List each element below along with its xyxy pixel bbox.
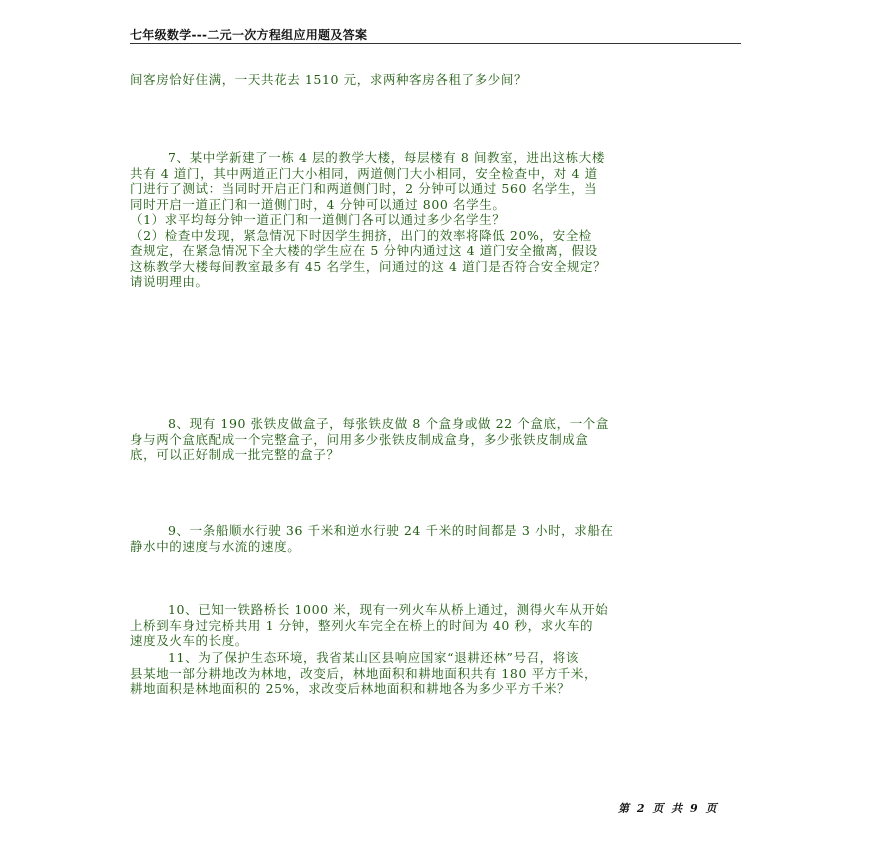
text-line: 查规定，在紧急情况下全大楼的学生应在 5 分钟内通过这 4 道门安全撤离，假设 xyxy=(130,243,598,258)
text-line: （2）检查中发现，紧急情况下时因学生拥挤，出门的效率将降低 20%，安全检 xyxy=(130,227,592,243)
text-line: （1）求平均每分钟一道正门和一道侧门各可以通过多少名学生？ xyxy=(130,212,506,227)
text-line: 请说明理由。 xyxy=(130,274,209,289)
text-line: 7、某中学新建了一栋 4 层的教学大楼，每层楼有 8 间教室，进出这栋大楼 xyxy=(168,150,605,165)
text-line: 县某地一部分耕地改为林地，改变后，林地面积和耕地面积共有 180 平方千米， xyxy=(130,665,598,681)
question-10 xyxy=(130,602,742,649)
page-header-title: 七年级数学---二元一次方程组应用题及答案 xyxy=(130,28,368,42)
text-line: 耕地面积是林地面积的 25%，求改变后林地面积和耕地各为多少平方千米？ xyxy=(130,681,571,696)
text-line: 11、为了保护生态环境，我省某山区县响应国家“退耕还林”号召，将该 xyxy=(168,650,579,665)
text-line: 同时开启一道正门和一道侧门时，4 分钟可以通过 800 名学生。 xyxy=(130,196,506,212)
question-6-tail xyxy=(130,72,742,88)
header-divider xyxy=(130,43,741,44)
text-line: 上桥到车身过完桥共用 1 分钟，整列火车完全在桥上的时间为 40 秒，求火车的 xyxy=(130,617,594,633)
text-line: 间客房恰好住满，一天共花去 1510 元，求两种客房各租了多少间？ xyxy=(130,72,528,87)
question-11 xyxy=(130,650,742,697)
question-9 xyxy=(130,523,742,554)
text-line: 共有 4 道门，其中两道正门大小相同，两道侧门大小相同，安全检查中，对 4 道 xyxy=(130,165,598,181)
question-7 xyxy=(130,150,742,290)
question-8 xyxy=(130,416,742,463)
text-line: 门进行了测试：当同时开启正门和两道侧门时，2 分钟可以通过 560 名学生，当 xyxy=(130,181,598,196)
text-line: 底，可以正好制成一批完整的盒子？ xyxy=(130,447,340,462)
text-line: 这栋教学大楼每间教室最多有 45 名学生，问通过的这 4 道门是否符合安全规定？ xyxy=(130,258,607,274)
text-line: 身与两个盒底配成一个完整盒子，问用多少张铁皮制成盒身，多少张铁皮制成盒 xyxy=(130,431,589,447)
text-line: 8、现有 190 张铁皮做盒子，每张铁皮做 8 个盒身或做 22 个盒底，一个盒 xyxy=(168,416,610,431)
text-line: 速度及火车的长度。 xyxy=(130,633,248,648)
page-number: 第 2 页 共 9 页 xyxy=(618,802,719,815)
text-line: 10、已知一铁路桥长 1000 米，现有一列火车从桥上通过，测得火车从开始 xyxy=(168,602,609,617)
text-line: 静水中的速度与水流的速度。 xyxy=(130,538,301,554)
text-line: 9、一条船顺水行驶 36 千米和逆水行驶 24 千米的时间都是 3 小时，求船在 xyxy=(168,523,614,538)
